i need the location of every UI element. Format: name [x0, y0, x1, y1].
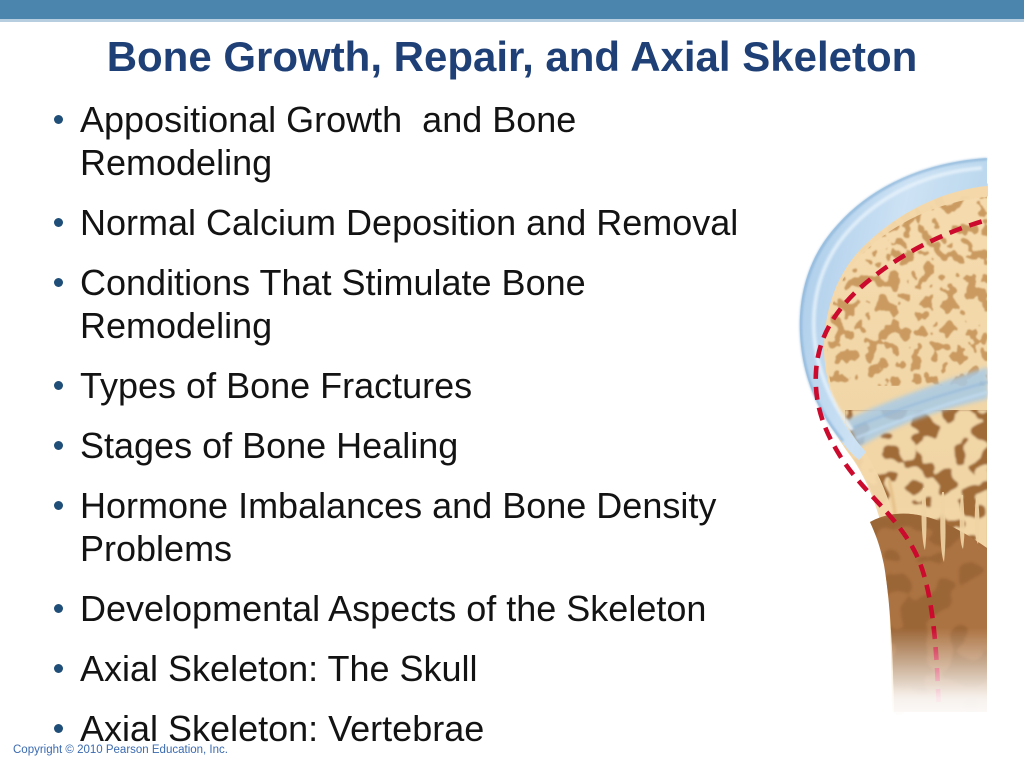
- bullet-list: [52, 98, 772, 767]
- list-item: [52, 261, 772, 347]
- top-accent-bar: [0, 0, 1024, 19]
- page-title: Bone Growth, Repair, and Axial Skeleton: [106, 33, 918, 80]
- list-item: [52, 647, 772, 690]
- bullet-dot-icon: [54, 278, 63, 287]
- list-item: [52, 201, 772, 244]
- bottom-fade: [780, 628, 1008, 725]
- top-accent-underline: [0, 19, 1024, 22]
- bullet-dot-icon: [54, 115, 63, 124]
- bullet-dot-icon: [54, 441, 63, 450]
- list-item: [52, 98, 772, 184]
- copyright-text: Copyright © 2010 Pearson Education, Inc.: [13, 744, 228, 756]
- list-item: [52, 364, 772, 407]
- bullet-text: Axial Skeleton: The Skull: [80, 648, 478, 689]
- bullet-text: Axial Skeleton: Vertebrae: [80, 708, 485, 749]
- bullet-text: Developmental Aspects of the Skeleton: [80, 588, 707, 629]
- list-item: [52, 484, 772, 570]
- bullet-dot-icon: [54, 724, 63, 733]
- bullet-text: Normal Calcium Deposition and Removal: [80, 202, 739, 243]
- bullet-text: Stages of Bone Healing: [80, 425, 459, 466]
- bullet-dot-icon: [54, 664, 63, 673]
- bullet-text: Conditions That Stimulate Bone Remodeling: [80, 262, 596, 346]
- bullet-text: Appositional Growth and Bone Remodeling: [80, 99, 587, 183]
- bone-illustration: [780, 140, 1008, 725]
- bullet-dot-icon: [54, 501, 63, 510]
- bullet-text: Hormone Imbalances and Bone Density Problems: [80, 485, 727, 569]
- bullet-dot-icon: [54, 218, 63, 227]
- list-item: [52, 424, 772, 467]
- bullet-text: Types of Bone Fractures: [80, 365, 473, 406]
- bullet-dot-icon: [54, 381, 63, 390]
- list-item: [52, 587, 772, 630]
- bullet-dot-icon: [54, 604, 63, 613]
